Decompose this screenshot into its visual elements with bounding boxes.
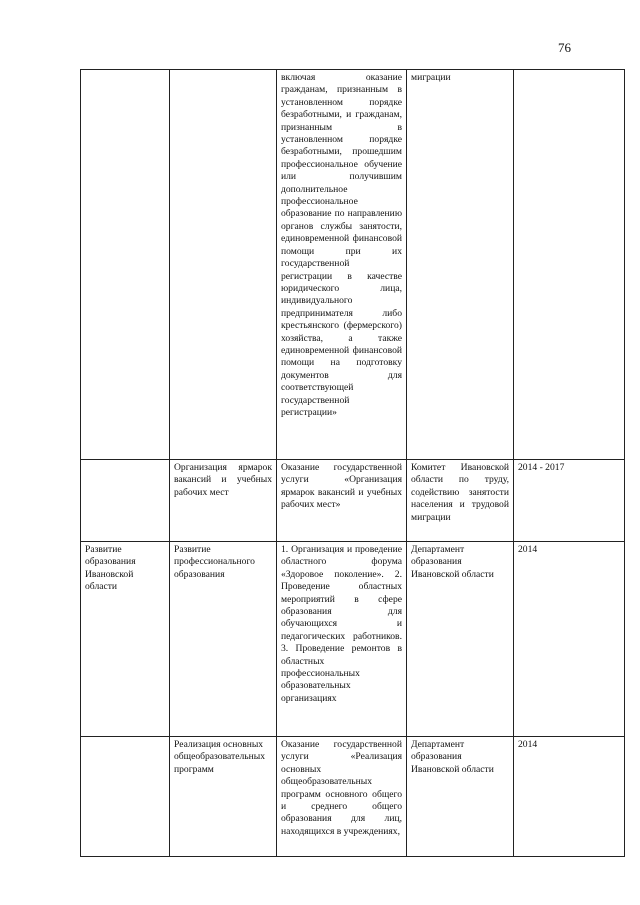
section-cell [81, 70, 170, 460]
section-cell: Развитие образования Ивановской области [81, 542, 170, 737]
executor-cell: миграции [407, 70, 514, 460]
measures-table [80, 69, 625, 857]
measures-cell: Оказание государственной услуги «Организация ярмарок вакансий и учебных рабочих мест» [277, 460, 407, 542]
period-cell: 2014 - 2017 [514, 460, 625, 542]
executor-cell: Департамент образования Ивановской области [407, 542, 514, 737]
measures-cell: Оказание государственной услуги «Реализация основных общеобразовательных программ основного общего и среднего общего образования для лиц, находящихся в учреждениях, [277, 737, 407, 857]
executor-cell: Департамент образования Ивановской области [407, 737, 514, 857]
section-cell [81, 460, 170, 542]
activity-cell: Развитие профессионального образования [170, 542, 277, 737]
period-cell: 2014 [514, 542, 625, 737]
table-row [81, 542, 625, 737]
executor-cell: Комитет Ивановской области по труду, содействию занятости населения и трудовой миграции [407, 460, 514, 542]
activity-cell: Реализация основных общеобразовательных программ [170, 737, 277, 857]
measures-cell: 1. Организация и проведение областного форума «Здоровое поколение». 2. Проведение областных мероприятий в сфере образования для обучающихся и педагогических работников. 3. Проведение ремонтов в областных профессиональных образовательных организациях [277, 542, 407, 737]
page-number: 76 [558, 40, 571, 55]
table-row [81, 460, 625, 542]
period-cell: 2014 [514, 737, 625, 857]
table-row [81, 70, 625, 460]
activity-cell [170, 70, 277, 460]
activity-cell: Организация ярмарок вакансий и учебных рабочих мест [170, 460, 277, 542]
table-row [81, 737, 625, 857]
section-cell [81, 737, 170, 857]
period-cell [514, 70, 625, 460]
measures-cell: включая оказание гражданам, признанным в установленном порядке безработными, и гражданам, признанным в установленном порядке безработными, прошедшим профессиональное обучение или получившим дополнительное профессиональное образование по направлению органов службы занятости, единовременной финансовой помощи при их государственной регистрации в качестве юридического лица, индивидуального предпринимателя либо крестьянского (фермерского) хозяйства, а также единовременной финансовой помощи на подготовку документов для соответствующей государственной регистрации» [277, 70, 407, 460]
